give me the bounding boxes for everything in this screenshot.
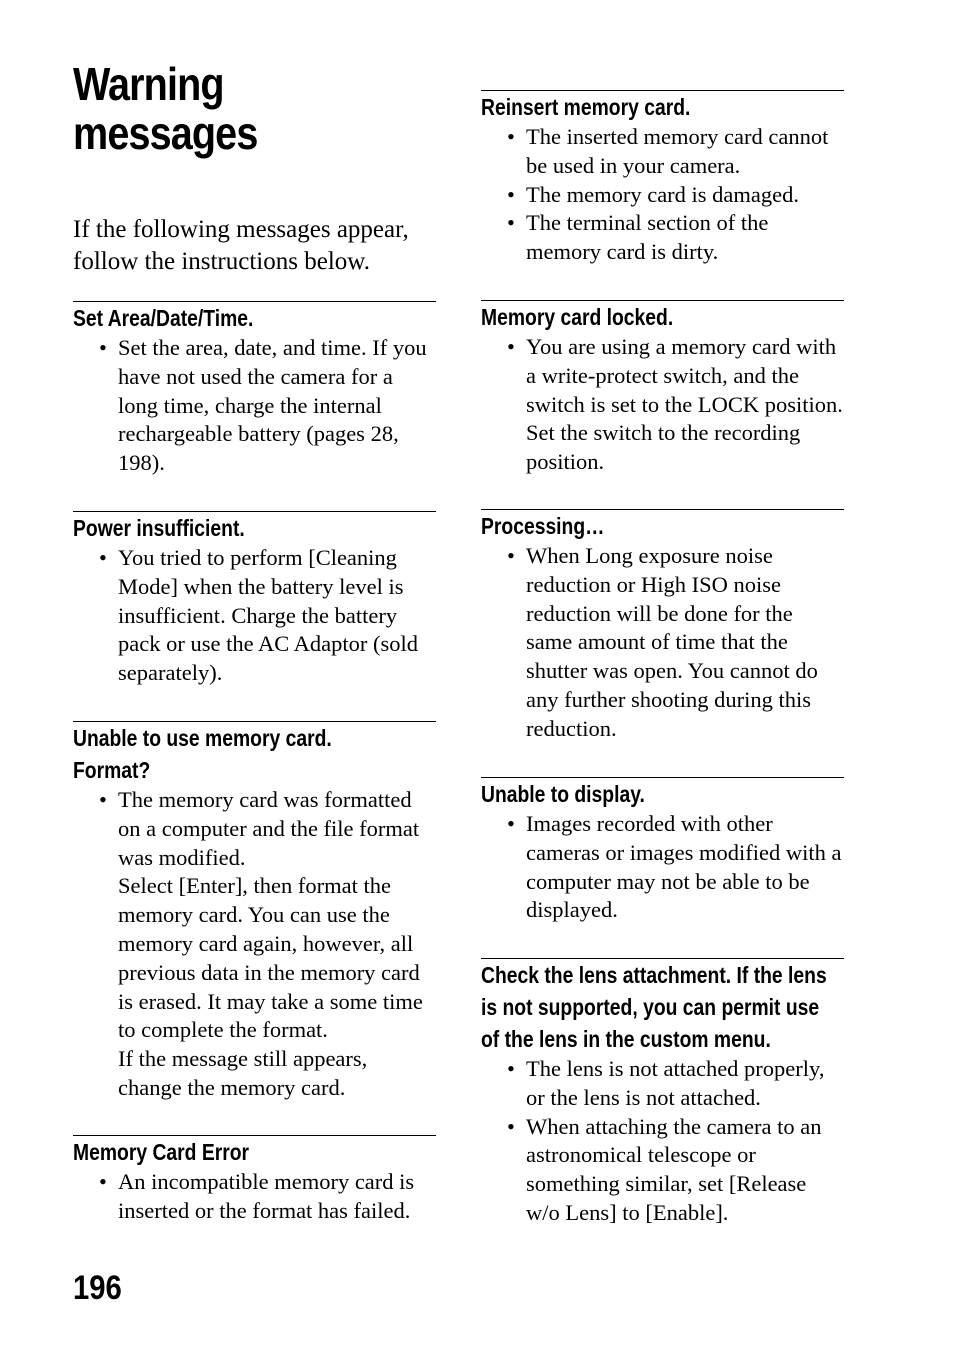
bullet-icon: • xyxy=(507,811,515,836)
bullet-icon: • xyxy=(99,1169,107,1194)
bullet-icon: • xyxy=(99,787,107,812)
list-item-text: An incompatible memory card is inserted or the format has failed. xyxy=(118,1169,415,1223)
bullet-list xyxy=(73,786,436,1103)
section-reinsert-memory-card xyxy=(481,90,844,267)
list-item-text: Set the area, date, and time. If you have not used the camera for a long time, charge the internal rechargeable battery (pages 28, 198). xyxy=(118,335,427,476)
section-heading: Power insufficient. xyxy=(73,515,245,541)
bullet-icon: • xyxy=(507,1113,515,1139)
section-heading: Reinsert memory card. xyxy=(481,94,691,120)
list-item-text: The terminal section of the memory card is dirty. xyxy=(526,210,769,265)
list-item xyxy=(507,209,844,267)
list-item xyxy=(507,810,844,925)
list-item xyxy=(99,786,436,1103)
bullet-list xyxy=(481,1055,844,1228)
bullet-list xyxy=(73,1168,436,1226)
list-item-text: You tried to perform [Cleaning Mode] when the battery level is insufficient. Charge the battery pack or use the AC Adaptor (sold separately). xyxy=(118,545,418,686)
bullet-icon: • xyxy=(507,543,515,568)
page-number: 196 xyxy=(73,1269,122,1307)
bullet-icon: • xyxy=(99,335,107,360)
bullet-icon: • xyxy=(507,1056,515,1081)
section-memory-card-error xyxy=(73,1135,436,1226)
bullet-list xyxy=(73,544,436,688)
bullet-icon: • xyxy=(507,181,515,207)
section-heading: Unable to use memory card. Format? xyxy=(73,725,332,783)
list-item xyxy=(507,542,844,744)
list-item-text: The memory card is damaged. xyxy=(526,181,800,207)
list-item xyxy=(99,334,436,478)
list-item-text: When attaching the camera to an astronomical telescope or something similar, set [Release w/o Lens] to [Enable]. xyxy=(526,1113,822,1225)
bullet-list xyxy=(73,334,436,478)
list-item xyxy=(507,181,844,210)
list-item-text: The inserted memory card cannot be used in your camera. xyxy=(526,124,829,178)
bullet-list xyxy=(481,542,844,744)
list-item-text: The memory card was formatted on a computer and the file format was modified. Select [Enter], then format the memory card. You can use the memory card again, however, all previous data in the memory card is erased. It may take a some time to complete the format. If the message still appears, change the memory card. xyxy=(118,787,423,1100)
intro-text: If the following messages appear, follow the instructions below. xyxy=(73,216,409,275)
bullet-list xyxy=(481,333,844,477)
section-heading: Set Area/Date/Time. xyxy=(73,305,254,331)
list-item xyxy=(507,1113,844,1228)
section-unable-to-display xyxy=(481,777,844,925)
section-unable-to-use-memory-card xyxy=(73,721,436,1103)
section-memory-card-locked xyxy=(481,300,844,477)
bullet-icon: • xyxy=(507,124,515,149)
section-heading: Processing… xyxy=(481,513,605,539)
bullet-list xyxy=(481,810,844,925)
list-item xyxy=(507,123,844,181)
list-item-text: The lens is not attached properly, or the lens is not attached. xyxy=(526,1056,825,1110)
page-title: Warning messages xyxy=(73,58,258,159)
bullet-icon: • xyxy=(507,210,515,236)
bullet-icon: • xyxy=(99,545,107,570)
list-item-text: Images recorded with other cameras or images modified with a computer may not be able to be displayed. xyxy=(526,811,842,923)
list-item-text: You are using a memory card with a write-protect switch, and the switch is set to the LOCK position. Set the switch to the recording position. xyxy=(526,334,843,475)
section-set-area-date-time xyxy=(73,301,436,478)
section-heading: Unable to display. xyxy=(481,781,645,807)
section-heading: Memory Card Error xyxy=(73,1139,250,1165)
list-item xyxy=(507,333,844,477)
section-processing xyxy=(481,509,844,744)
list-item xyxy=(99,1168,436,1226)
list-item xyxy=(99,544,436,688)
section-check-lens-attachment xyxy=(481,958,844,1228)
section-heading: Memory card locked. xyxy=(481,304,674,330)
section-heading: Check the lens attachment. If the lens is not supported, you can permit use of the lens in the custom menu. xyxy=(481,962,827,1052)
list-item xyxy=(507,1055,844,1113)
bullet-list xyxy=(481,123,844,267)
section-power-insufficient xyxy=(73,511,436,688)
list-item-text: When Long exposure noise reduction or High ISO noise reduction will be done for the same amount of time that the shutter was open. You cannot do any further shooting during this reduction. xyxy=(526,543,818,741)
bullet-icon: • xyxy=(507,334,515,359)
